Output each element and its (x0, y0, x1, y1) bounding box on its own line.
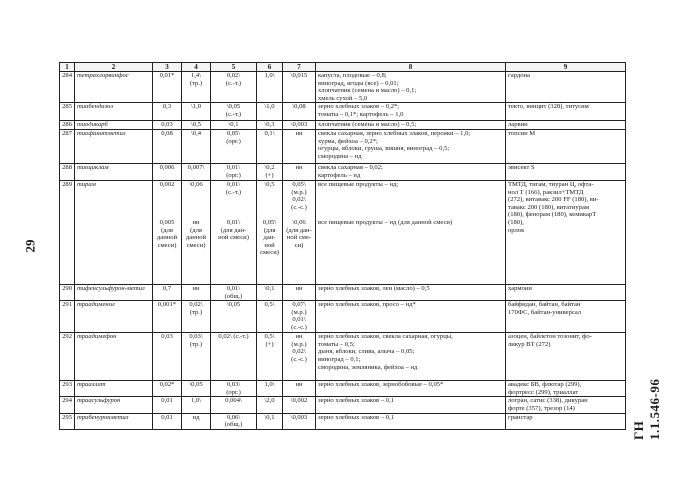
preparations: байфидан, байтан, байтан 170ФС, байтан-универсал (506, 301, 626, 333)
table-row (60, 121, 626, 130)
table-row (60, 129, 626, 163)
crops-mrl: зерно хлебных злаков – 0,1 (316, 413, 506, 429)
water-value: 0,01\ (с.-т.) 0,01\ (для дан- ной смеси) (211, 180, 257, 284)
column-header: 6 (257, 63, 283, 72)
adi-value: 0,006 (153, 163, 182, 180)
water-value: \0,1 (211, 121, 257, 130)
air-work-value: \1,0 (257, 103, 283, 121)
column-header: 3 (153, 63, 182, 72)
column-header: 5 (211, 63, 257, 72)
row-number: 287 (60, 129, 75, 163)
row-number: 290 (60, 284, 75, 300)
water-value: 0,03\ (орг.) (211, 381, 257, 397)
substance-name: тифенсульфурон-метил (75, 284, 153, 300)
hygiene-standards-table (59, 62, 626, 430)
soil-value: 0,03\ (тр.) (182, 333, 211, 381)
air-atm-value: нн (283, 163, 316, 180)
crops-mrl: зерно хлебных злаков, просо – нд* (316, 301, 506, 333)
adi-value: 0,03 (153, 121, 182, 130)
column-header: 7 (283, 63, 316, 72)
air-work-value: \0,3 (257, 121, 283, 130)
row-number: 291 (60, 301, 75, 333)
air-atm-value: нн (м.р.) 0,02\ (с.-с.) (283, 333, 316, 381)
air-work-value: \0,1 (257, 284, 283, 300)
preparations: гардона (506, 72, 626, 103)
adi-value: 0,001* (153, 301, 182, 333)
column-header: 2 (75, 63, 153, 72)
substance-name: триасульфурон (75, 397, 153, 413)
substance-name: тиодикарб (75, 121, 153, 130)
substance-name: тиофанатметил (75, 129, 153, 163)
preparations: гранстар (506, 413, 626, 429)
soil-value: \0,05 (182, 381, 211, 397)
air-work-value: \0,2 (+) (257, 163, 283, 180)
preparations: логран, сатис (338), дикуран форте (357), трезор (14) (506, 397, 626, 413)
column-header: 8 (316, 63, 506, 72)
table-row (60, 301, 626, 333)
adi-value: 0,7 (153, 284, 182, 300)
preparations: азоцен, байлетон тозонит, фо- ликур ВТ (272) (506, 333, 626, 381)
adi-value: 0,01 (153, 413, 182, 429)
air-atm-value: нн (283, 381, 316, 397)
air-work-value: \0,1 (257, 413, 283, 429)
column-header: 4 (182, 63, 211, 72)
substance-name: трибенуронметил (75, 413, 153, 429)
crops-mrl: свекла сахарная – 0,02; картофель – нд (316, 163, 506, 180)
table-row (60, 72, 626, 103)
air-work-value: 1,0\ (257, 72, 283, 103)
air-work-value: 0,5\ (257, 301, 283, 333)
table-row (60, 180, 626, 284)
column-header: 1 (60, 63, 75, 72)
soil-value: \0,5 (182, 121, 211, 130)
adi-value: 0,03 (153, 333, 182, 381)
preparations: хармони (506, 284, 626, 300)
air-work-value: 0,5\ (+) (257, 333, 283, 381)
soil-value: 1,0\ (182, 397, 211, 413)
column-header: 9 (506, 63, 626, 72)
page-number: 29 (22, 239, 38, 253)
crops-mrl: свекла сахарная, зерно хлебных злаков, персики – 1,0; хурма, фейхоа – 0,2*; огурцы, яблоки, груша, вишня, виноград – 0,5; смородина – нд (316, 129, 506, 163)
substance-name: тиабендазол (75, 103, 153, 121)
row-number: 288 (60, 163, 75, 180)
crops-mrl: зерно хлебных злаков, свекла сахарная, огурцы, томаты – 0,5; дыня, яблоки, слива, алыча – 0,05; виноград – 0,1; смородина, земляника, фейхоа – нд (316, 333, 506, 381)
water-value: 0,004\ (211, 397, 257, 413)
row-number: 295 (60, 413, 75, 429)
soil-value: 1,4\ (тр.) (182, 72, 211, 103)
table-row (60, 103, 626, 121)
soil-value: нд (182, 413, 211, 429)
crops-mrl: зерно хлебных злаков, лен (масло) – 0,5 (316, 284, 506, 300)
air-atm-value: 0,05\ (м.р.) 0,02\ (с.-с.) \0,06 (для дан- ной сме- си) (283, 180, 316, 284)
row-number: 286 (60, 121, 75, 130)
air-atm-value: \0,003 (283, 413, 316, 429)
row-number: 284 (60, 72, 75, 103)
air-atm-value: \0,003 (283, 121, 316, 130)
air-work-value: \0,5 0,05\ (для дан- ной смеси) (257, 180, 283, 284)
air-work-value: 1,0\ (257, 381, 283, 397)
row-number: 294 (60, 397, 75, 413)
air-atm-value: \0,015 (283, 72, 316, 103)
adi-value: 0,08 (153, 129, 182, 163)
preparations: ТМТД, тигам, тиуран Ц, офта- нол Т (166), ракзил+ТМТД (272), витавакс 200 FF (180), ви- тавакс 200 (180), витатиурам (180), фенорам (180), кемикарТ (180), орлок (506, 180, 626, 284)
substance-name: триадименол (75, 301, 153, 333)
air-atm-value: нн (283, 284, 316, 300)
soil-value: \0,06 нн (для данной смеси) (182, 180, 211, 284)
preparations: текто, винцит (328), титусим (506, 103, 626, 121)
row-number: 289 (60, 180, 75, 284)
water-value: 0,01\ (орг.) (211, 163, 257, 180)
substance-name: тетрахлорвинфос (75, 72, 153, 103)
soil-value: \0,4 (182, 129, 211, 163)
adi-value: 0,01 (153, 397, 182, 413)
row-number: 285 (60, 103, 75, 121)
air-atm-value: \0,002 (283, 397, 316, 413)
adi-value: 0,002 0,005 (для данной смеси) (153, 180, 182, 284)
soil-value: нн (182, 284, 211, 300)
water-value: 0,06\ (общ.) (211, 413, 257, 429)
document-code: ГН 1.1.546-96 (631, 378, 662, 440)
substance-name: тиоциклам (75, 163, 153, 180)
substance-name: триаллат (75, 381, 153, 397)
crops-mrl: зерно хлебных злаков, зернобобовые – 0,05* (316, 381, 506, 397)
water-value: 0,02\ (с.-т.) (211, 333, 257, 381)
table-header-row (60, 63, 626, 72)
table-row (60, 284, 626, 300)
table-row (60, 413, 626, 429)
soil-value: 0,007\ (182, 163, 211, 180)
preparations: топсин М (506, 129, 626, 163)
preparations: ларвин (506, 121, 626, 130)
air-work-value: \2,0 (257, 397, 283, 413)
substance-name: тирам (75, 180, 153, 284)
row-number: 292 (60, 333, 75, 381)
crops-mrl: зерно хлебных злаков – 0,2*; томаты – 0,1*; картофель – 1,0 (316, 103, 506, 121)
substance-name: триадимефон (75, 333, 153, 381)
table-row (60, 333, 626, 381)
table-row (60, 397, 626, 413)
air-atm-value: 0,07\ (м.р.) 0,01\ (с.-с.) (283, 301, 316, 333)
crops-mrl: зерно хлебных злаков – 0,1 (316, 397, 506, 413)
adi-value: 0,3 (153, 103, 182, 121)
crops-mrl: все пищевые продукты – нд; все пищевые продукты – нд (для данной смеси) (316, 180, 506, 284)
water-value: \0,05 (с.-т.) (211, 103, 257, 121)
adi-value: 0,02* (153, 381, 182, 397)
water-value: 0,05\ (орг.) (211, 129, 257, 163)
preparations: эвисект S (506, 163, 626, 180)
row-number: 293 (60, 381, 75, 397)
water-value: 0,01\ (общ.) (211, 284, 257, 300)
soil-value: 0,02\ (тр.) (182, 301, 211, 333)
table-row (60, 163, 626, 180)
adi-value: 0,01* (153, 72, 182, 103)
water-value: \0,05 (211, 301, 257, 333)
crops-mrl: капуста, плодовые – 0,8; виноград, ягоды (все) – 0,01; хлопчатник (семена и масло) – 0,1; хмель сухой – 5,0 (316, 72, 506, 103)
preparations: авадекс БВ, флютар (299), фортресс (299), триаллат (506, 381, 626, 397)
water-value: 0,02\ (с.-т.) (211, 72, 257, 103)
air-work-value: 0,1\ (257, 129, 283, 163)
crops-mrl: хлопчатник (семена и масло) – 0,5; (316, 121, 506, 130)
air-atm-value: \0,08 (283, 103, 316, 121)
soil-value: \1,0 (182, 103, 211, 121)
table-row (60, 381, 626, 397)
air-atm-value: нн (283, 129, 316, 163)
